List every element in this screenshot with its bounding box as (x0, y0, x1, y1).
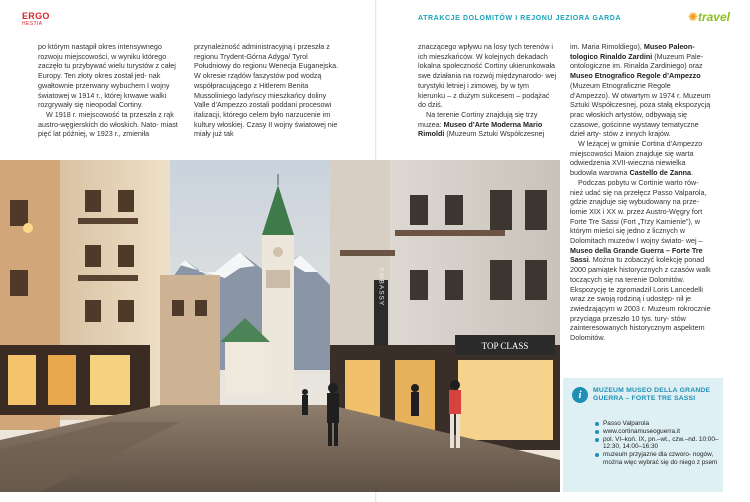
paragraph: przynależność administracyjną i przeszła z regionu Trydent-Górna Adyga/ Tyrol Południowy do regionu Wenecja Euganejska. W okresie rządów faszystów pod wodzą współpracującego z Hitlerem Benita Mussoliniego ladyńscy mieszkańcy doliny Valle d’Ampezzo zostali poddani procesowi italizacji, którego celem było narzucenie im kultury włoskiej. Czasy II wojny światowej nie miały już tak (194, 42, 339, 139)
museum-name: Museo d’Arte Moderna Mario Rimoldi (418, 119, 543, 139)
top-class-sign: TOP CLASS (481, 341, 529, 351)
museum-name: Museo Etnografico Regole d’Ampezzo (570, 71, 701, 81)
info-box-title: MUZEUM MUSEO DELLA GRANDE GUERRA – FORTE TRE SASSI (593, 387, 711, 403)
cortina-street-photo (0, 160, 560, 492)
text-column-2 (194, 42, 342, 139)
text-column-4 (570, 42, 712, 343)
paragraph: W leżącej w gminie Cortina d’Ampezzo miejscowości Maion znajduje się warta odwiedzenia XVII-wieczna niewielka budowla warowna Castello de Zanna. (570, 139, 703, 178)
castle-name: Castello de Zanna (629, 168, 692, 178)
embassy-sign: EMBASSY (377, 267, 385, 307)
museum-info-box (563, 378, 723, 492)
museum-name: Museo della Grande Guerra – Forte Tre Sassi (570, 245, 703, 265)
paragraph: Na terenie Cortiny znajdują się trzy muzea: Museo d’Arte Moderna Mario Rimoldi (Muzeum Sztuki Współczesnej (418, 109, 545, 139)
info-address: Passo Valparola (595, 420, 719, 428)
photo-illustration (0, 160, 560, 492)
info-icon: i (572, 387, 588, 403)
travel-logo: ✺travel (687, 10, 730, 24)
paragraph: W 1918 r. miejscowość ta przeszła z rąk austro-węgierskich do włoskich. Nato- miast pięć lat później, w 1923 r., zmieniła (38, 109, 178, 139)
text-column-1 (38, 42, 184, 139)
info-website-link[interactable]: www.cortinamuseoguerra.it (595, 428, 719, 436)
paragraph: Podczas pobytu w Cortinie warto rów- nież udać się na przełęcz Passo Valparola, gdzie znajduje się wybudowany na prze- łomie XIX i XX w. przez Austro-Węgry fort Forte Tre Sassi (Fort „Trzy Kamienie”), w którym mieści się jedno z licznych w Dolomitach muzeów I wojny świato- wej – Museo della Grande Guerra – Forte Tre Sassi. Można tu zobaczyć kolekcję ponad 2000 pamiątek historycznych z czasów walk toczących się na terenie Dolomitów. Ekspozycję te zgromadził Loris Lancedelli wraz ze swoją rodziną i udostęp- nił je zwiedzającym w 2003 r. Muzeum rokrocznie przyciąga przeszło 10 tys. tury- stów zainteresowanych historycznym aspektem Dolomitów. (570, 177, 711, 343)
text-column-3 (418, 42, 558, 139)
section-title: ATRAKCJE DOLOMITÓW I REJONU JEZIORA GARDA (418, 15, 622, 22)
info-opening-hours: pol. VI–koń. IX, pn.–wt., czw.–nd. 10:00–12:30, 14:00–16:30 (595, 436, 719, 452)
ergo-hestia-logo: ERGO HESTIA (22, 11, 50, 27)
paragraph: im. Maria Rimoldiego), Museo Paleon- tologico Rinaldo Zardini (Muzeum Pale- ontologiczne im. Rinalda Zardiniego) oraz Museo Etnografico Regole d’Ampezzo (Muzeum Etnograficzne Regole d’Ampezzo). W otwartym w 1974 r. Muzeum Sztuki Współczesnej, poza stałą ekspozycją prac włoskich artystów, odbywają się czasowe, gościnne wystawy tematyczne dzieł arty- stów z innych krajów. (570, 42, 711, 139)
paragraph: po którym nastąpił okres intensywnego rozwoju miejscowości, w wyniku którego zaczęło tu przybywać wielu turystów z całej Europy. Ten złoty okres został jed- nak gwałtownie przerwany wybuchem I wojny światowej w 1914 r., której krwawe walki rozgrywały się nieopodal Cortiny. (38, 42, 176, 110)
museum-name: Museo Paleon- tologico Rinaldo Zardini (570, 42, 695, 61)
paragraph: znaczącego wpływu na losy tych terenów i ich mieszkańców. W kolejnych dekadach lokalna społeczność Cortiny ukierunkowała swe działania na rozwój międzynarodo- wej turystyki letniej i zimowej, by w tym kierunku – z dużym sukcesem – podążać do dziś. (418, 42, 557, 110)
info-pet-friendly: muzeum przyjazne dla czworo- nogów, można więc wybrać się do niego z psem (595, 451, 719, 467)
info-list (595, 420, 719, 467)
